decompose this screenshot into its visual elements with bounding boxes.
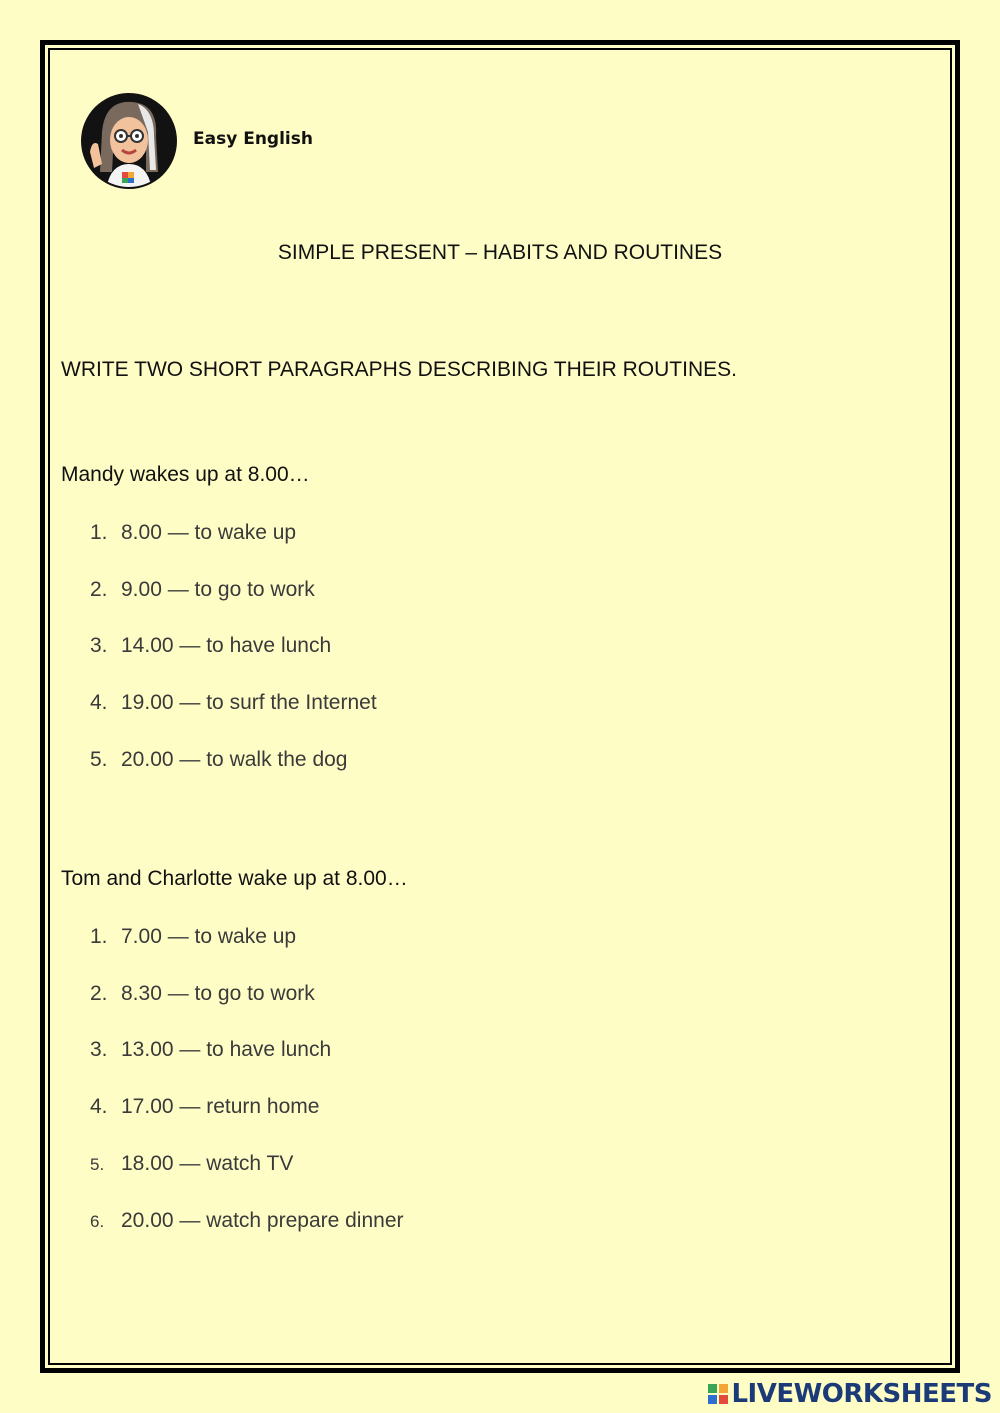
- list-text: 19.00 — to surf the Internet: [121, 691, 377, 714]
- list-number: 3.: [90, 1038, 108, 1061]
- list-number: 3.: [90, 634, 108, 657]
- list-item: [90, 1038, 331, 1062]
- liveworksheets-icon: [707, 1383, 729, 1405]
- list-number: 4.: [90, 691, 108, 714]
- list-item: [90, 748, 347, 772]
- list-text: 14.00 — to have lunch: [121, 634, 332, 657]
- list-number: 5.: [90, 748, 108, 771]
- footer-logo-text: LIVEWORKSHEETS: [731, 1379, 992, 1409]
- brand-name: Easy English: [193, 129, 313, 149]
- list-text: 18.00 — watch TV: [121, 1152, 294, 1175]
- list-item: [90, 521, 296, 545]
- list-item: [90, 1209, 404, 1233]
- list-text: 7.00 — to wake up: [121, 925, 297, 948]
- list-text: 13.00 — to have lunch: [121, 1038, 332, 1061]
- instruction-text: WRITE TWO SHORT PARAGRAPHS DESCRIBING THEIR ROUTINES.: [61, 358, 737, 381]
- list-number: 2.: [90, 982, 108, 1005]
- list-number: 4.: [90, 1095, 108, 1118]
- list-text: 8.30 — to go to work: [121, 982, 315, 1005]
- list-text: 9.00 — to go to work: [121, 578, 315, 601]
- list-number: 2.: [90, 578, 108, 601]
- list-item: [90, 691, 377, 715]
- list-text: 17.00 — return home: [121, 1095, 320, 1118]
- list-item: [90, 982, 315, 1006]
- page-title: SIMPLE PRESENT – HABITS AND ROUTINES: [277, 241, 723, 264]
- list-text: 20.00 — watch prepare dinner: [121, 1209, 404, 1232]
- list-item: [90, 1095, 319, 1119]
- avatar: [80, 92, 178, 190]
- section-intro: Mandy wakes up at 8.00…: [61, 463, 310, 486]
- list-number: 1.: [90, 521, 108, 544]
- list-text: 20.00 — to walk the dog: [121, 748, 348, 771]
- list-number: 6.: [90, 1212, 105, 1231]
- list-number: 5.: [90, 1155, 105, 1174]
- list-item: [90, 578, 315, 602]
- list-item: [90, 925, 296, 949]
- list-number: 1.: [90, 925, 108, 948]
- list-text: 8.00 — to wake up: [121, 521, 297, 544]
- list-item: [90, 1152, 293, 1176]
- list-item: [90, 634, 331, 658]
- section-intro: Tom and Charlotte wake up at 8.00…: [61, 867, 408, 890]
- footer-logo[interactable]: [707, 1378, 992, 1410]
